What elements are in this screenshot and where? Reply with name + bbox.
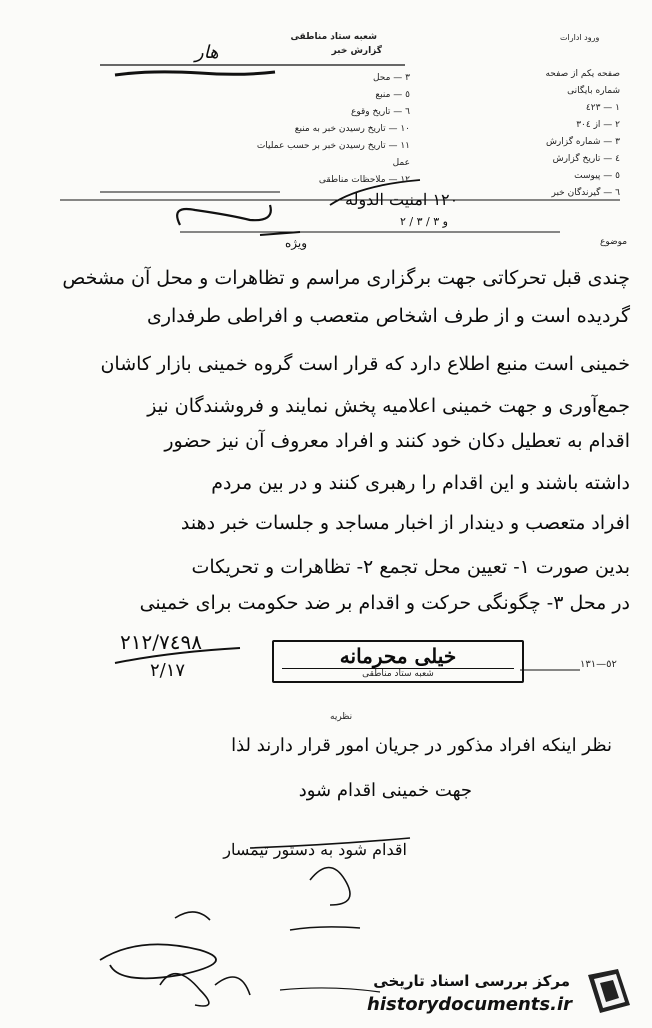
archive-logo-icon (580, 965, 638, 1017)
receivers-handwriting: ١٢٠ امنیت الدوله (345, 190, 459, 209)
classification-stamp (272, 640, 524, 683)
footer-website: historydocuments.ir (367, 994, 572, 1015)
footer-org-name: مرکز بررسی اسناد تاریخی (373, 972, 570, 990)
receipt-number: ٢١٢/٧٤٩٨ (120, 630, 202, 654)
body-line: داشته باشند و این اقدام را رهبری کنند و در بین مردم (211, 472, 630, 494)
form-field: ٣ — محل (372, 73, 410, 83)
body-line: چندی قبل تحرکاتی جهت برگزاری مراسم و تظاهرات و محل آن مشخص (62, 267, 630, 289)
form-field: ١٢ — ملاحظات مناطقی (318, 175, 410, 185)
header-report-type: گزارش خبر (331, 46, 382, 56)
body-line: در محل ٣- چگونگی حرکت و اقدام بر ضد حکومت برای خمینی (139, 592, 630, 614)
stamp-title: خیلی محرمانه (339, 644, 457, 668)
form-field: شماره بایگانی (567, 86, 620, 96)
body-line: اقدام به تعطیل دکان خود کنند و افراد معروف آن نیز حضور (164, 430, 630, 452)
body-line: گردیده است و از طرف اشخاص متعصب و افراطی طرفداری (146, 305, 630, 327)
form-field: صفحه یکم از صفحه (545, 69, 620, 79)
body-line: بدین صورت ١- تعیین محل تجمع ٢- تظاهرات و تحریکات (191, 556, 630, 578)
right-form-fields (256, 70, 410, 189)
top-left-field: ورود ادارات (560, 33, 600, 42)
stamp-subtitle: شعبه ستاد مناطقی (282, 668, 514, 679)
form-field: ١ — ٤٢٣ (585, 103, 620, 113)
form-field: ١٠ — تاریخ رسیدن خبر به منبع (294, 124, 410, 134)
receivers-handwriting-2: و ٣ / ٣ / ٢ (400, 215, 448, 228)
form-field: ١١ — تاریخ رسیدن خبر بر حسب عملیات (256, 141, 410, 151)
form-field: ٦ — گیرندگان خبر (551, 188, 620, 198)
side-code: ٥٢—١٣١ (580, 659, 617, 670)
opinion-line: جهت خمینی اقدام شود (298, 780, 472, 801)
header-handwriting: هار (195, 42, 219, 63)
subject-handwriting: ویژه (285, 236, 308, 250)
body-line: افراد متعصب و دیندار از اخبار مساجد و جلسات خبر دهند (180, 512, 630, 534)
form-field: ٥ — منبع (375, 90, 410, 100)
opinion-label: نظریه (330, 712, 353, 722)
form-field: عمل (392, 158, 410, 168)
form-field: ٦ — تاریخ وقوع (350, 107, 410, 117)
form-field: ٤ — تاریخ گزارش (552, 154, 620, 164)
bottom-note: اقدام شود به دستور تیمسار (223, 840, 407, 859)
body-line: خمینی است منبع اطلاع دارد که قرار است گروه خمینی بازار کاشان (100, 353, 630, 375)
subject-label: موضوع (600, 237, 628, 247)
header-department: شعبه ستاد مناطقی (290, 32, 377, 42)
receipt-date: ٢/١٧ (150, 660, 186, 681)
left-form-fields (470, 66, 620, 202)
form-field: ٣ — شماره گزارش (545, 137, 620, 147)
opinion-line: نظر اینکه افراد مذکور در جریان امور قرار دارند لذا (231, 735, 612, 756)
body-line: جمع‌آوری و جهت خمینی اعلامیه پخش نمایند و فروشندگان نیز (147, 395, 630, 417)
form-field: ٥ — پیوست (574, 171, 620, 181)
form-field: ٢ — از ٣٠٤ (576, 120, 620, 130)
